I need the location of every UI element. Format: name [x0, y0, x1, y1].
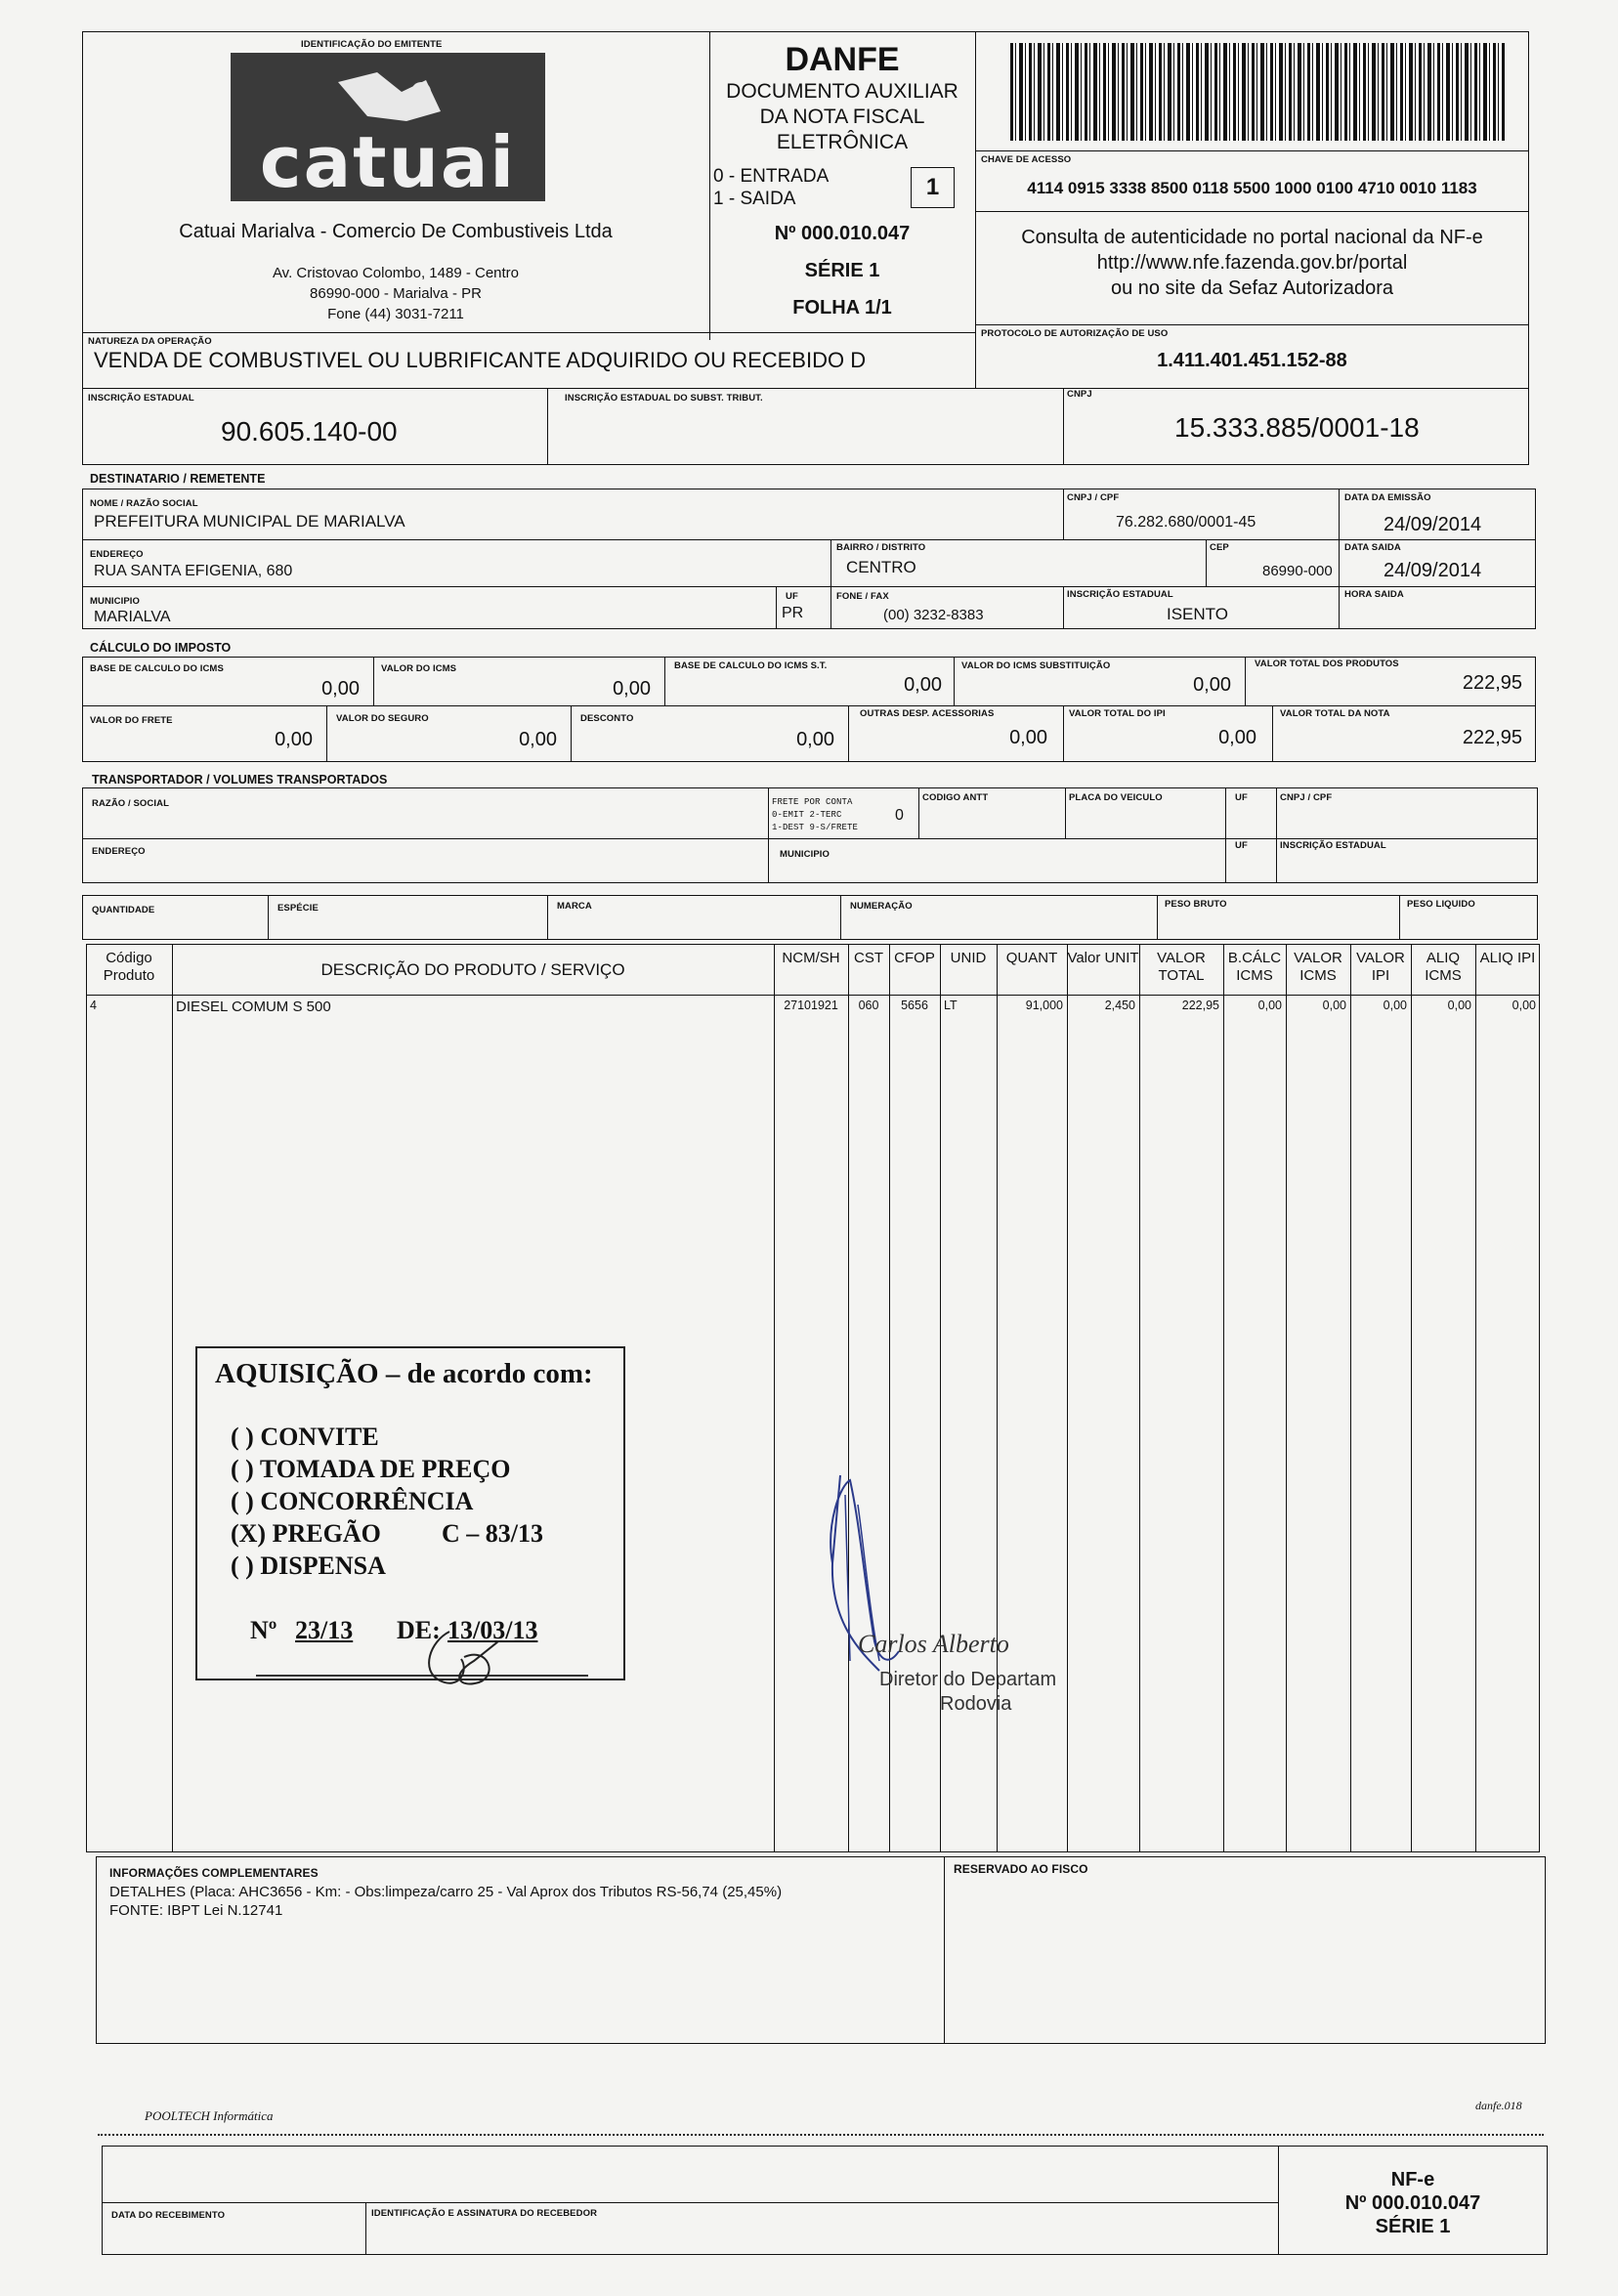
bc-icms-label: BASE DE CALCULO DO ICMS	[90, 663, 224, 674]
column-divider	[1286, 944, 1287, 1852]
stamp-de-label: DE:	[397, 1616, 441, 1644]
marca-label: MARCA	[557, 901, 592, 912]
table-cell: 2,450	[1104, 999, 1135, 1012]
stamp-title: AQUISIÇÃO – de acordo com:	[215, 1358, 593, 1389]
table-cell: LT	[944, 999, 958, 1012]
dest-ie: ISENTO	[1167, 605, 1228, 623]
column-header: Valor UNIT	[1067, 950, 1139, 966]
divider	[975, 324, 1529, 325]
especie-label: ESPÉCIE	[277, 903, 319, 914]
divider	[954, 657, 955, 705]
dest-cep-label: CEP	[1210, 542, 1229, 553]
table-cell: 0,00	[1322, 999, 1346, 1012]
stamp-opt-convite: ( ) CONVITE	[231, 1423, 379, 1451]
signature-role: Diretor do Departam	[879, 1669, 1057, 1690]
divider	[975, 150, 1529, 151]
signature-name: Carlos Alberto	[858, 1630, 1009, 1658]
dest-uf: PR	[782, 605, 804, 621]
dest-bairro: CENTRO	[846, 558, 916, 576]
column-header: CFOP	[894, 950, 935, 966]
column-divider	[848, 944, 849, 1852]
transp-endereco-label: ENDEREÇO	[92, 846, 146, 857]
destinatario-frame	[82, 489, 1536, 629]
divider	[840, 895, 841, 940]
divider	[848, 705, 849, 762]
column-divider	[774, 944, 775, 1852]
consulta-line-3: ou no site da Sefaz Autorizadora	[1110, 277, 1394, 299]
cut-line	[98, 2134, 1544, 2136]
protocolo-label: PROTOCOLO DE AUTORIZAÇÃO DE USO	[981, 328, 1169, 339]
divider	[1065, 787, 1066, 838]
chave-label: CHAVE DE ACESSO	[981, 154, 1072, 165]
company-city: 86990-000 - Marialva - PR	[310, 285, 482, 302]
column-divider	[1350, 944, 1351, 1852]
divider	[1063, 586, 1064, 629]
ie-value: 90.605.140-00	[221, 416, 398, 446]
seguro-label: VALOR DO SEGURO	[336, 713, 429, 724]
danfe-subtitle-3: ELETRÔNICA	[776, 131, 909, 153]
divider	[1063, 389, 1064, 465]
cnpj-value: 15.333.885/0001-18	[1174, 412, 1420, 443]
software-credit: POOLTECH Informática	[145, 2108, 274, 2123]
placa-label: PLACA DO VEICULO	[1069, 792, 1163, 803]
desconto-value: 0,00	[796, 729, 834, 750]
column-divider	[889, 944, 890, 1852]
canhoto-numero: Nº 000.010.047	[1344, 2192, 1481, 2214]
transp-razao-label: RAZÃO / SOCIAL	[92, 798, 169, 809]
consulta-line-2: http://www.nfe.fazenda.gov.br/portal	[1096, 252, 1408, 274]
frete-line-3: 1-DEST 9-S/FRETE	[772, 823, 859, 832]
column-header: VALOR IPI	[1356, 950, 1405, 984]
divider	[373, 657, 374, 705]
outras-value: 0,00	[1009, 727, 1047, 748]
divider	[571, 705, 572, 762]
dest-cep: 86990-000	[1262, 563, 1333, 579]
divider	[82, 838, 1538, 839]
company-phone: Fone (44) 3031-7211	[327, 306, 464, 322]
dest-emissao: 24/09/2014	[1384, 514, 1482, 535]
complementares-line-1: DETALHES (Placa: AHC3656 - Km: - Obs:limpeza/carro 25 - Val Aprox dos Tributos RS-56,74 (25,45%)	[109, 1884, 783, 1900]
transp-municipio-label: MUNICIPIO	[780, 849, 830, 860]
nf-number: Nº 000.010.047	[774, 223, 911, 244]
seguro-value: 0,00	[519, 729, 557, 750]
column-header: B.CÁLC ICMS	[1227, 950, 1282, 984]
table-cell: 060	[858, 999, 879, 1012]
company-logo	[231, 53, 545, 201]
divider	[830, 539, 831, 586]
divider	[664, 657, 665, 705]
column-divider	[1475, 944, 1476, 1852]
produtos-label: VALOR TOTAL DOS PRODUTOS	[1255, 659, 1399, 669]
divider	[1399, 895, 1400, 940]
complementares-label: INFORMAÇÕES COMPLEMENTARES	[109, 1866, 319, 1880]
stamp-opt-pregao: (X) PREGÃO	[231, 1519, 381, 1548]
table-cell: 222,95	[1181, 999, 1219, 1012]
frete-line-2: 0-EMIT 2-TERC	[772, 810, 842, 820]
column-header: NCM/SH	[782, 950, 840, 966]
column-header: CST	[854, 950, 883, 966]
transp-uf-label: UF	[1235, 792, 1248, 803]
logo-text: catuai	[259, 121, 517, 203]
natureza-value: VENDA DE COMBUSTIVEL OU LUBRIFICANTE ADQUIRIDO OU RECEBIDO D	[94, 348, 867, 372]
dest-emissao-label: DATA DA EMISSÃO	[1344, 492, 1431, 503]
column-divider	[1223, 944, 1224, 1852]
divider	[918, 787, 919, 838]
dest-hora-label: HORA SAIDA	[1344, 589, 1404, 600]
nota-value: 222,95	[1462, 727, 1522, 748]
desconto-label: DESCONTO	[580, 713, 634, 724]
entrada-option: 0 - ENTRADA	[713, 166, 830, 187]
divider	[768, 787, 769, 883]
divider	[1063, 705, 1064, 762]
dest-nome-label: NOME / RAZÃO SOCIAL	[90, 498, 198, 509]
column-header: ALIQ IPI	[1479, 950, 1536, 966]
iest-label: INSCRIÇÃO ESTADUAL DO SUBST. TRIBUT.	[565, 393, 763, 404]
dest-municipio-label: MUNICIPIO	[90, 596, 141, 607]
frete-line-1: FRETE POR CONTA	[772, 797, 853, 807]
divider	[975, 211, 1529, 212]
company-name: Catuai Marialva - Comercio De Combustiveis Ltda	[179, 221, 613, 242]
volumes-frame	[82, 895, 1538, 940]
column-divider	[1067, 944, 1068, 1852]
saida-option: 1 - SAIDA	[713, 189, 796, 209]
frete-label: VALOR DO FRETE	[90, 715, 173, 726]
divider	[1276, 787, 1277, 883]
column-divider	[997, 944, 998, 1852]
icms-value: 0,00	[613, 678, 651, 700]
stamp-opt-concorrencia: ( ) CONCORRÊNCIA	[231, 1487, 474, 1515]
column-header: DESCRIÇÃO DO PRODUTO / SERVIÇO	[320, 960, 625, 979]
danfe-title: DANFE	[785, 41, 900, 78]
dest-fone: (00) 3232-8383	[883, 607, 984, 623]
dest-cnpj: 76.282.680/0001-45	[1116, 514, 1256, 531]
ipi-value: 0,00	[1218, 727, 1256, 748]
column-header: Código Produto	[103, 950, 155, 984]
nf-folha: FOLHA 1/1	[792, 297, 892, 319]
divider	[776, 586, 777, 629]
imposto-section: CÁLCULO DO IMPOSTO	[90, 641, 232, 655]
transp-ie-label: INSCRIÇÃO ESTADUAL	[1280, 840, 1386, 851]
table-cell: 5656	[901, 999, 928, 1012]
stamp-pregao-number: C – 83/13	[442, 1519, 543, 1548]
transp-cnpj-label: CNPJ / CPF	[1280, 792, 1333, 803]
dest-bairro-label: BAIRRO / DISTRITO	[836, 542, 926, 553]
divider	[1225, 787, 1226, 883]
divider	[944, 1856, 945, 2044]
icms-label: VALOR DO ICMS	[381, 663, 457, 674]
dest-ie-label: INSCRIÇÃO ESTADUAL	[1067, 589, 1173, 600]
dest-endereco: RUA SANTA EFIGENIA, 680	[94, 563, 293, 579]
transportador-section: TRANSPORTADOR / VOLUMES TRANSPORTADOS	[92, 773, 388, 787]
divider	[1339, 489, 1340, 629]
antt-label: CODIGO ANTT	[922, 792, 989, 803]
initials-signature-icon	[391, 1622, 528, 1700]
transp-uf2-label: UF	[1235, 840, 1248, 851]
danfe-subtitle-2: DA NOTA FISCAL	[759, 106, 925, 128]
nf-serie: SÉRIE 1	[804, 260, 880, 281]
column-header: UNID	[950, 950, 987, 966]
divider	[82, 539, 1536, 540]
chave-value: 4114 0915 3338 8500 0118 5500 1000 0100 4710 0010 1183	[1027, 179, 1477, 197]
column-header: VALOR TOTAL	[1157, 950, 1206, 984]
products-header-line	[86, 995, 1540, 996]
bc-icms-value: 0,00	[321, 678, 360, 700]
frete-value: 0,00	[275, 729, 313, 750]
table-cell: 27101921	[784, 999, 838, 1012]
cnpj-label: CNPJ	[1067, 389, 1092, 400]
table-cell: 4	[90, 999, 97, 1012]
consulta-line-1: Consulta de autenticidade no portal nacional da NF-e	[1021, 227, 1483, 248]
outras-label: OUTRAS DESP. ACESSORIAS	[860, 708, 995, 719]
icms-st-label: VALOR DO ICMS SUBSTITUIÇÃO	[961, 660, 1111, 671]
natureza-label: NATUREZA DA OPERAÇÃO	[88, 336, 212, 347]
column-header: VALOR ICMS	[1294, 950, 1342, 984]
divider	[975, 31, 976, 389]
tipo-box: 1	[911, 167, 955, 208]
signature-dept: Rodovia	[940, 1693, 1012, 1715]
fisco-label: RESERVADO AO FISCO	[954, 1862, 1088, 1876]
product-description: DIESEL COMUM S 500	[176, 999, 331, 1015]
divider	[1272, 705, 1273, 762]
numeracao-label: NUMERAÇÃO	[850, 901, 913, 912]
column-divider	[1411, 944, 1412, 1852]
table-cell: 0,00	[1257, 999, 1282, 1012]
divider	[268, 895, 269, 940]
ipi-label: VALOR TOTAL DO IPI	[1069, 708, 1166, 719]
column-divider	[940, 944, 941, 1852]
stamp-opt-tomada: ( ) TOMADA DE PREÇO	[231, 1455, 511, 1483]
destinatario-section: DESTINATARIO / REMETENTE	[90, 472, 266, 486]
nota-label: VALOR TOTAL DA NOTA	[1280, 708, 1390, 719]
peso-bruto-label: PESO BRUTO	[1165, 899, 1227, 910]
form-code: danfe.018	[1475, 2099, 1522, 2112]
divider	[326, 705, 327, 762]
divider	[547, 389, 548, 465]
stamp-num-label: Nº	[250, 1616, 277, 1644]
divider	[102, 2202, 1278, 2203]
dest-saida-label: DATA SAIDA	[1344, 542, 1401, 553]
column-header: QUANT	[1005, 950, 1058, 966]
dest-municipio: MARIALVA	[94, 609, 171, 625]
recebimento-label: DATA DO RECEBIMENTO	[111, 2210, 226, 2221]
divider	[830, 586, 831, 629]
frete-value: 0	[895, 807, 904, 824]
bc-st-label: BASE DE CALCULO DO ICMS S.T.	[674, 660, 828, 671]
divider	[1245, 657, 1246, 705]
dest-nome: PREFEITURA MUNICIPAL DE MARIALVA	[94, 512, 405, 531]
divider	[1206, 539, 1207, 586]
divider	[1157, 895, 1158, 940]
stamp-opt-dispensa: ( ) DISPENSA	[231, 1552, 386, 1580]
dest-uf-label: UF	[786, 591, 798, 602]
qtd-label: QUANTIDADE	[92, 905, 155, 915]
produtos-value: 222,95	[1462, 672, 1522, 694]
ident-recebedor-label: IDENTIFICAÇÃO E ASSINATURA DO RECEBEDOR	[371, 2208, 598, 2219]
complementares-line-2: FONTE: IBPT Lei N.12741	[109, 1902, 283, 1919]
divider	[82, 332, 975, 333]
table-cell: 91,000	[1025, 999, 1063, 1012]
protocolo-value: 1.411.401.451.152-88	[1157, 350, 1347, 371]
table-cell: 0,00	[1447, 999, 1471, 1012]
company-address: Av. Cristovao Colombo, 1489 - Centro	[272, 265, 520, 281]
canhoto-nfe: NF-e	[1390, 2169, 1435, 2190]
divider	[82, 586, 1536, 587]
dest-endereco-label: ENDEREÇO	[90, 549, 144, 560]
danfe-subtitle-1: DOCUMENTO AUXILIAR	[726, 80, 958, 103]
stamp-num: 23/13	[295, 1616, 354, 1644]
peso-liquido-label: PESO LIQUIDO	[1407, 899, 1475, 910]
dest-saida: 24/09/2014	[1384, 560, 1482, 581]
ie-label: INSCRIÇÃO ESTADUAL	[88, 393, 194, 404]
emitente-label: IDENTIFICAÇÃO DO EMITENTE	[301, 39, 443, 50]
column-divider	[1139, 944, 1140, 1852]
divider	[365, 2202, 366, 2255]
bc-st-value: 0,00	[904, 674, 942, 696]
dest-fone-label: FONE / FAX	[836, 591, 889, 602]
canhoto-serie: SÉRIE 1	[1375, 2216, 1451, 2237]
divider	[1063, 489, 1064, 539]
column-divider	[172, 944, 173, 1852]
stamp-de: 13/03/13	[447, 1616, 538, 1644]
column-header: ALIQ ICMS	[1425, 950, 1462, 984]
icms-st-value: 0,00	[1193, 674, 1231, 696]
barcode	[1010, 43, 1505, 141]
divider	[547, 895, 548, 940]
divider	[82, 705, 1536, 706]
table-cell: 0,00	[1512, 999, 1536, 1012]
table-cell: 0,00	[1383, 999, 1407, 1012]
dest-cnpj-label: CNPJ / CPF	[1067, 492, 1120, 503]
